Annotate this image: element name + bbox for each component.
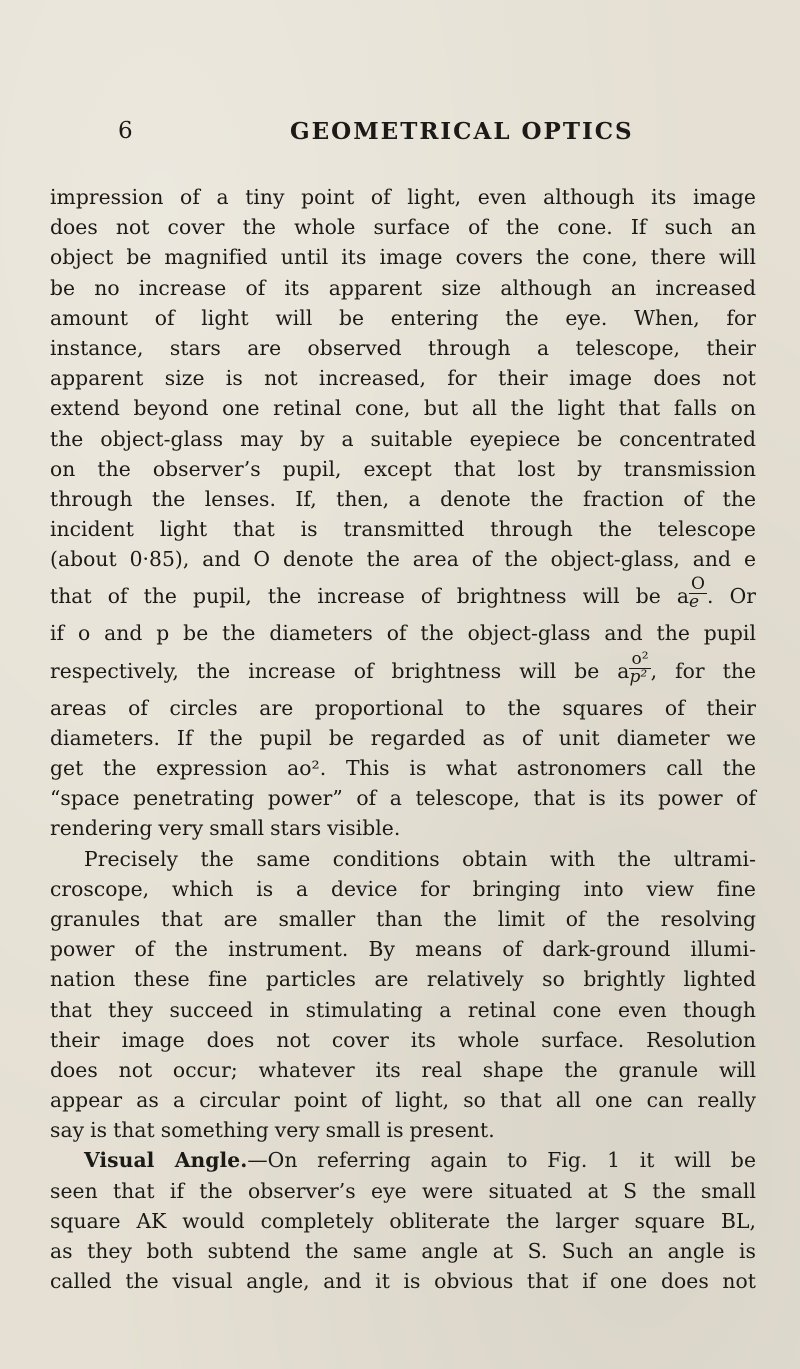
text-line: does not cover the whole surface of the cone. If such an	[50, 215, 756, 240]
text-line: impression of a tiny point of light, even although its image	[50, 185, 756, 209]
text-line: be no increase of its apparent size although an increased	[50, 275, 756, 300]
text-line: nation these fine particles are relatively so brightly lighted	[50, 967, 756, 992]
fraction-numerator: o²	[631, 648, 649, 669]
fraction-o-over-e	[689, 576, 707, 611]
text-line: croscope, which is a device for bringing into view fine	[50, 876, 756, 901]
text-line: apparent size is not increased, for their image does not	[50, 366, 756, 391]
text-line: say is that something very small is present.	[50, 1118, 495, 1143]
page-number: 6	[118, 118, 134, 144]
page-header	[118, 118, 658, 158]
equation-line-brightness	[50, 574, 756, 618]
paragraph-first-line: Precisely the same conditions obtain with the ultrami-	[84, 846, 756, 871]
text-line: that they succeed in stimulating a retinal cone even though	[50, 997, 756, 1022]
equation-trail-text: , for the	[650, 658, 756, 683]
text-line: “space penetrating power” of a telescope, that is its power of	[50, 786, 756, 811]
text-line: if o and p be the diameters of the object-glass and the pupil	[50, 621, 756, 646]
text-line: through the lenses. If, then, a denote the fraction of the	[50, 486, 756, 511]
equation-lead-text: that of the pupil, the increase of brightness will be a	[50, 584, 689, 609]
text-line: on the observer’s pupil, except that lost by transmission	[50, 456, 756, 481]
text-line: their image does not cover its whole surface. Resolution	[50, 1027, 756, 1052]
running-head: GEOMETRICAL OPTICS	[290, 118, 634, 145]
text-line: power of the instrument. By means of dark-ground illumi-	[50, 937, 756, 962]
text-line: diameters. If the pupil be regarded as of unit diameter we	[50, 725, 756, 750]
text-line: extend beyond one retinal cone, but all the light that falls on	[50, 396, 756, 421]
page-body	[50, 182, 756, 1296]
fraction-denominator: e	[689, 592, 700, 613]
text-line: called the visual angle, and it is obvious that if one does not	[50, 1269, 756, 1294]
text-line: seen that if the observer’s eye were situated at S the small	[50, 1178, 756, 1203]
text-line: (about 0·85), and O denote the area of the object-glass, and e	[50, 547, 756, 572]
text-line: amount of light will be entering the eye. When, for	[50, 305, 756, 330]
text-line: get the expression ao². This is what astronomers call the	[50, 756, 756, 780]
equation-line-diameters	[50, 649, 756, 693]
text-line: as they both subtend the same angle at S. Such an angle is	[50, 1239, 756, 1263]
text-line: square AK would completely obliterate the larger square BL,	[50, 1208, 756, 1233]
paragraph-first-line	[50, 1145, 756, 1175]
text-line: areas of circles are proportional to the squares of their	[50, 695, 756, 720]
text-line: instance, stars are observed through a telescope, their	[50, 335, 756, 360]
fraction-numerator: O	[691, 574, 705, 595]
text-line: granules that are smaller than the limit of the resolving	[50, 906, 756, 931]
text-line: incident light that is transmitted through the telescope	[50, 517, 756, 542]
text-run: —On referring again to Fig. 1 it will be	[247, 1148, 756, 1173]
fraction-denominator: p²	[629, 666, 648, 687]
text-line: appear as a circular point of light, so that all one can really	[50, 1088, 756, 1113]
equation-trail-text: . Or	[707, 584, 756, 609]
section-heading-visual-angle: Visual Angle.	[84, 1148, 248, 1173]
text-line: rendering very small stars visible.	[50, 816, 401, 841]
text-line: object be magnified until its image covers the cone, there will	[50, 245, 756, 270]
fraction-o2-over-p2	[629, 648, 650, 687]
equation-lead-text: respectively, the increase of brightness will be a	[50, 658, 630, 683]
text-line: the object-glass may by a suitable eyepiece be concentrated	[50, 426, 756, 451]
text-line: does not occur; whatever its real shape the granule will	[50, 1057, 756, 1082]
